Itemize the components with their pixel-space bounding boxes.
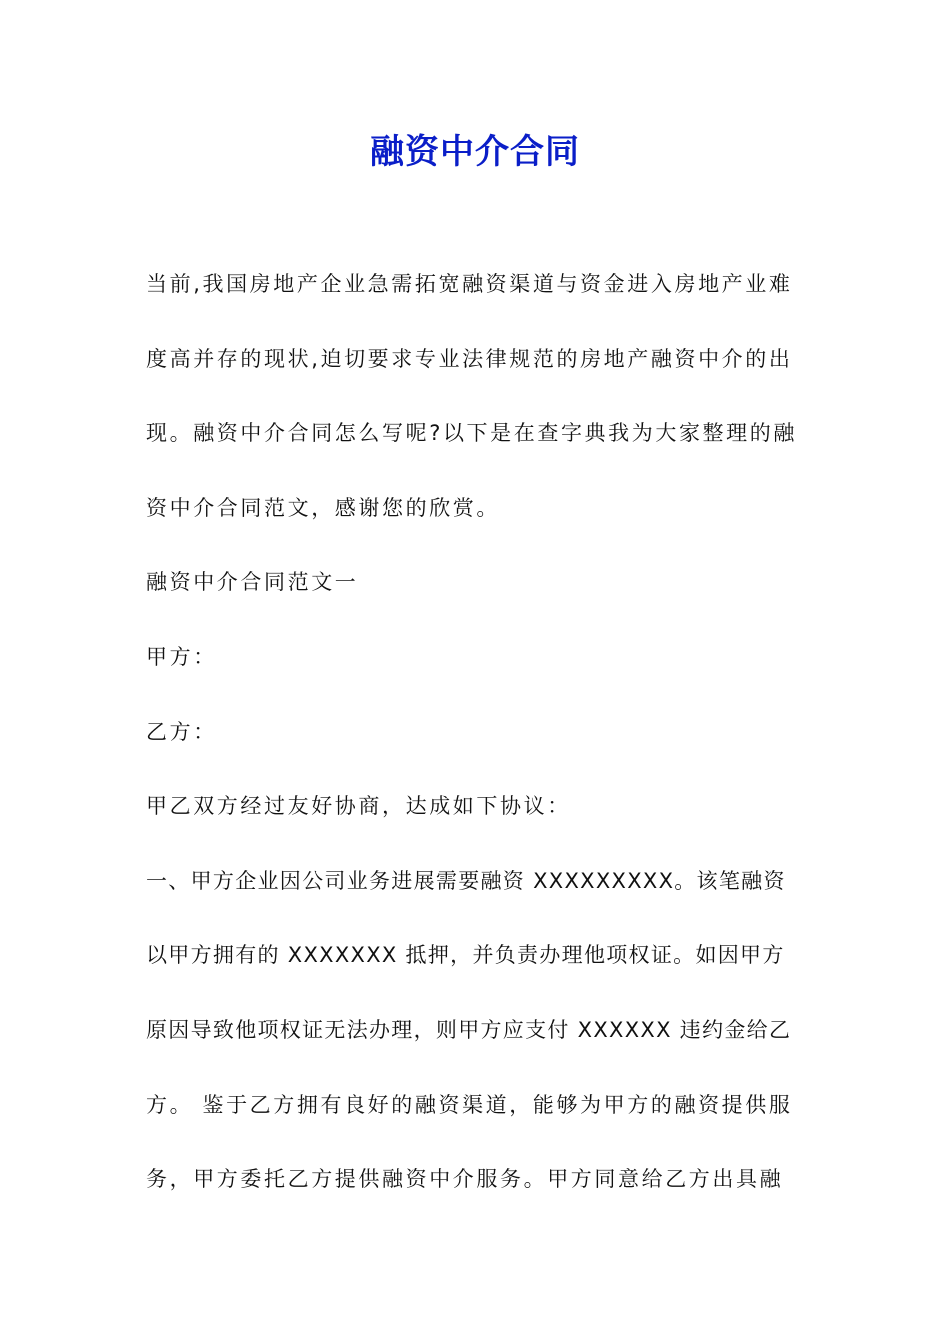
agreement-intro: 甲乙双方经过友好协商，达成如下协议： <box>146 794 571 819</box>
body-line-3: 现。融资中介合同怎么写呢?以下是在查字典我为大家整理的融 <box>146 421 797 446</box>
clause-line-5: 务，甲方委托乙方提供融资中介服务。甲方同意给乙方出具融 <box>146 1167 784 1192</box>
party-a-label: 甲方： <box>146 644 217 669</box>
body-line-2: 度高并存的现状,迫切要求专业法律规范的房地产融资中介的出 <box>146 346 793 371</box>
document-body <box>146 262 808 1232</box>
document-title: 融资中介合同 <box>370 132 580 172</box>
body-line-1: 当前,我国房地产企业急需拓宽融资渠道与资金进入房地产业难 <box>146 272 793 296</box>
clause-line-1: 一、甲方企业因公司业务进展需要融资 XXXXXXXXX。该笔融资 <box>146 868 786 893</box>
body-line-4: 资中介合同范文，感谢您的欣赏。 <box>146 495 500 520</box>
party-b-label: 乙方： <box>146 719 217 744</box>
clause-line-3: 原因导致他项权证无法办理，则甲方应支付 XXXXXX 违约金给乙 <box>146 1017 792 1042</box>
clause-line-2: 以甲方拥有的 XXXXXXX 抵押，并负责办理他项权证。如因甲方 <box>146 943 785 968</box>
clause-line-4: 方。 鉴于乙方拥有良好的融资渠道，能够为甲方的融资提供服 <box>146 1092 793 1117</box>
section-heading: 融资中介合同范文一 <box>146 570 359 595</box>
